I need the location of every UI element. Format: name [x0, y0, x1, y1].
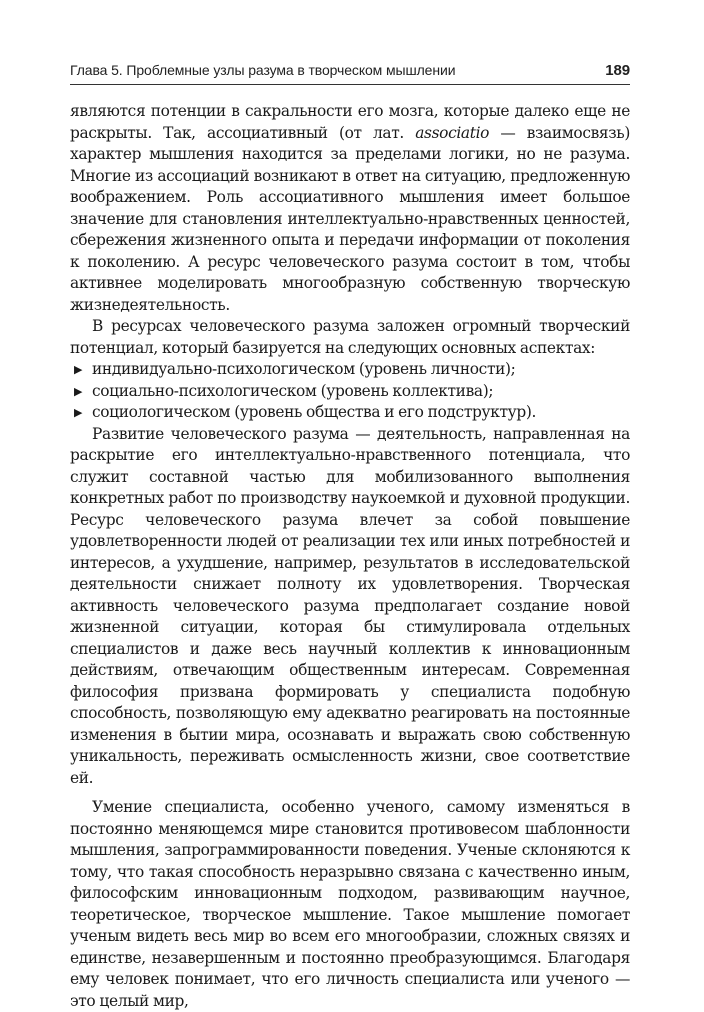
list-item-text: социологическом (уровень общества и его подструктур).	[92, 403, 537, 421]
body-text	[70, 101, 630, 1012]
page-number: 189	[605, 62, 630, 79]
paragraph-1-end: — взаимосвязь) характер мышления находится за пределами логики, но не разума. Многие из ассоциаций возникают в ответ на ситуацию, предложенную воображением. Роль ассоциативного мышления имеет большое значение для становления интеллектуально-нравственных ценностей, сбережения жизненного опыта и передачи информации от поколения к поколению. А ресурс человеческого разума состоит в том, чтобы активнее моделировать многообразную собственную творческую жизнедеятельность.	[70, 123, 630, 314]
list-item	[70, 381, 630, 403]
list-item-text: индивидуально-психологическом (уровень личности);	[92, 360, 516, 378]
list-item	[70, 359, 630, 381]
list-item	[70, 402, 630, 424]
chapter-title: Глава 5. Проблемные узлы разума в творческом мышлении	[70, 62, 456, 78]
paragraph-3: Развитие человеческого разума — деятельность, направленная на раскрытие его интеллектуально-нравственного потенциала, что служит составной частью для мобилизованного выполнения конкретных работ по производству наукоемкой и духовной продукции. Ресурс человеческого разума влечет за собой повышение удовлетворенности людей от реализации тех или иных потребностей и интересов, а ухудшение, например, результатов в исследовательской деятельности снижает полноту их удовлетворения. Творческая активность человеческого разума предполагает создание новой жизненной ситуации, которая бы стимулировала отдельных специалистов и даже весь научный коллектив к инновационным действиям, отвечающим общественным интересам. Современная философия призвана формировать у специалиста подобную способность, позволяющую ему адекватно реагировать на постоянные изменения в бытии мира, осознавать и выражать свою собственную уникальность, переживать осмысленность жизни, свое соответствие ей.	[70, 424, 630, 787]
book-page	[70, 62, 630, 1012]
paragraph-1	[70, 101, 630, 316]
paragraph-2: В ресурсах человеческого разума заложен огромный творческий потенциал, который базируется на следующих основных аспектах:	[70, 317, 630, 357]
triangle-bullet-icon: ▶	[74, 384, 83, 398]
triangle-bullet-icon: ▶	[74, 406, 83, 419]
latin-term: associatio	[415, 123, 490, 142]
paragraph-1-start: являются потенции в сакральности его мозга, которые далеко еще не раскрыты. Так, ассоциативный (от лат.	[70, 102, 630, 142]
paragraph-4: Умение специалиста, особенно ученого, самому изменяться в постоянно меняющемся мире становится противовесом шаблонности мышления, запрограммированности поведения. Ученые склоняются к тому, что такая способность неразрывно связана с качественно иным, философским инновационным подходом, развивающим научное, теоретическое, творческое мышление. Такое мышление помогает ученым видеть весь мир во всем его многообразии, сложных связях и единстве, незавершенным и постоянно преобразующимся. Благодаря ему человек понимает, что его личность специалиста или ученого — это целый мир,	[70, 798, 630, 1010]
running-header	[70, 62, 630, 85]
list-item-text: социально-психологическом (уровень коллектива);	[92, 381, 494, 400]
triangle-bullet-icon: ▶	[74, 363, 83, 376]
aspects-list	[70, 359, 630, 424]
